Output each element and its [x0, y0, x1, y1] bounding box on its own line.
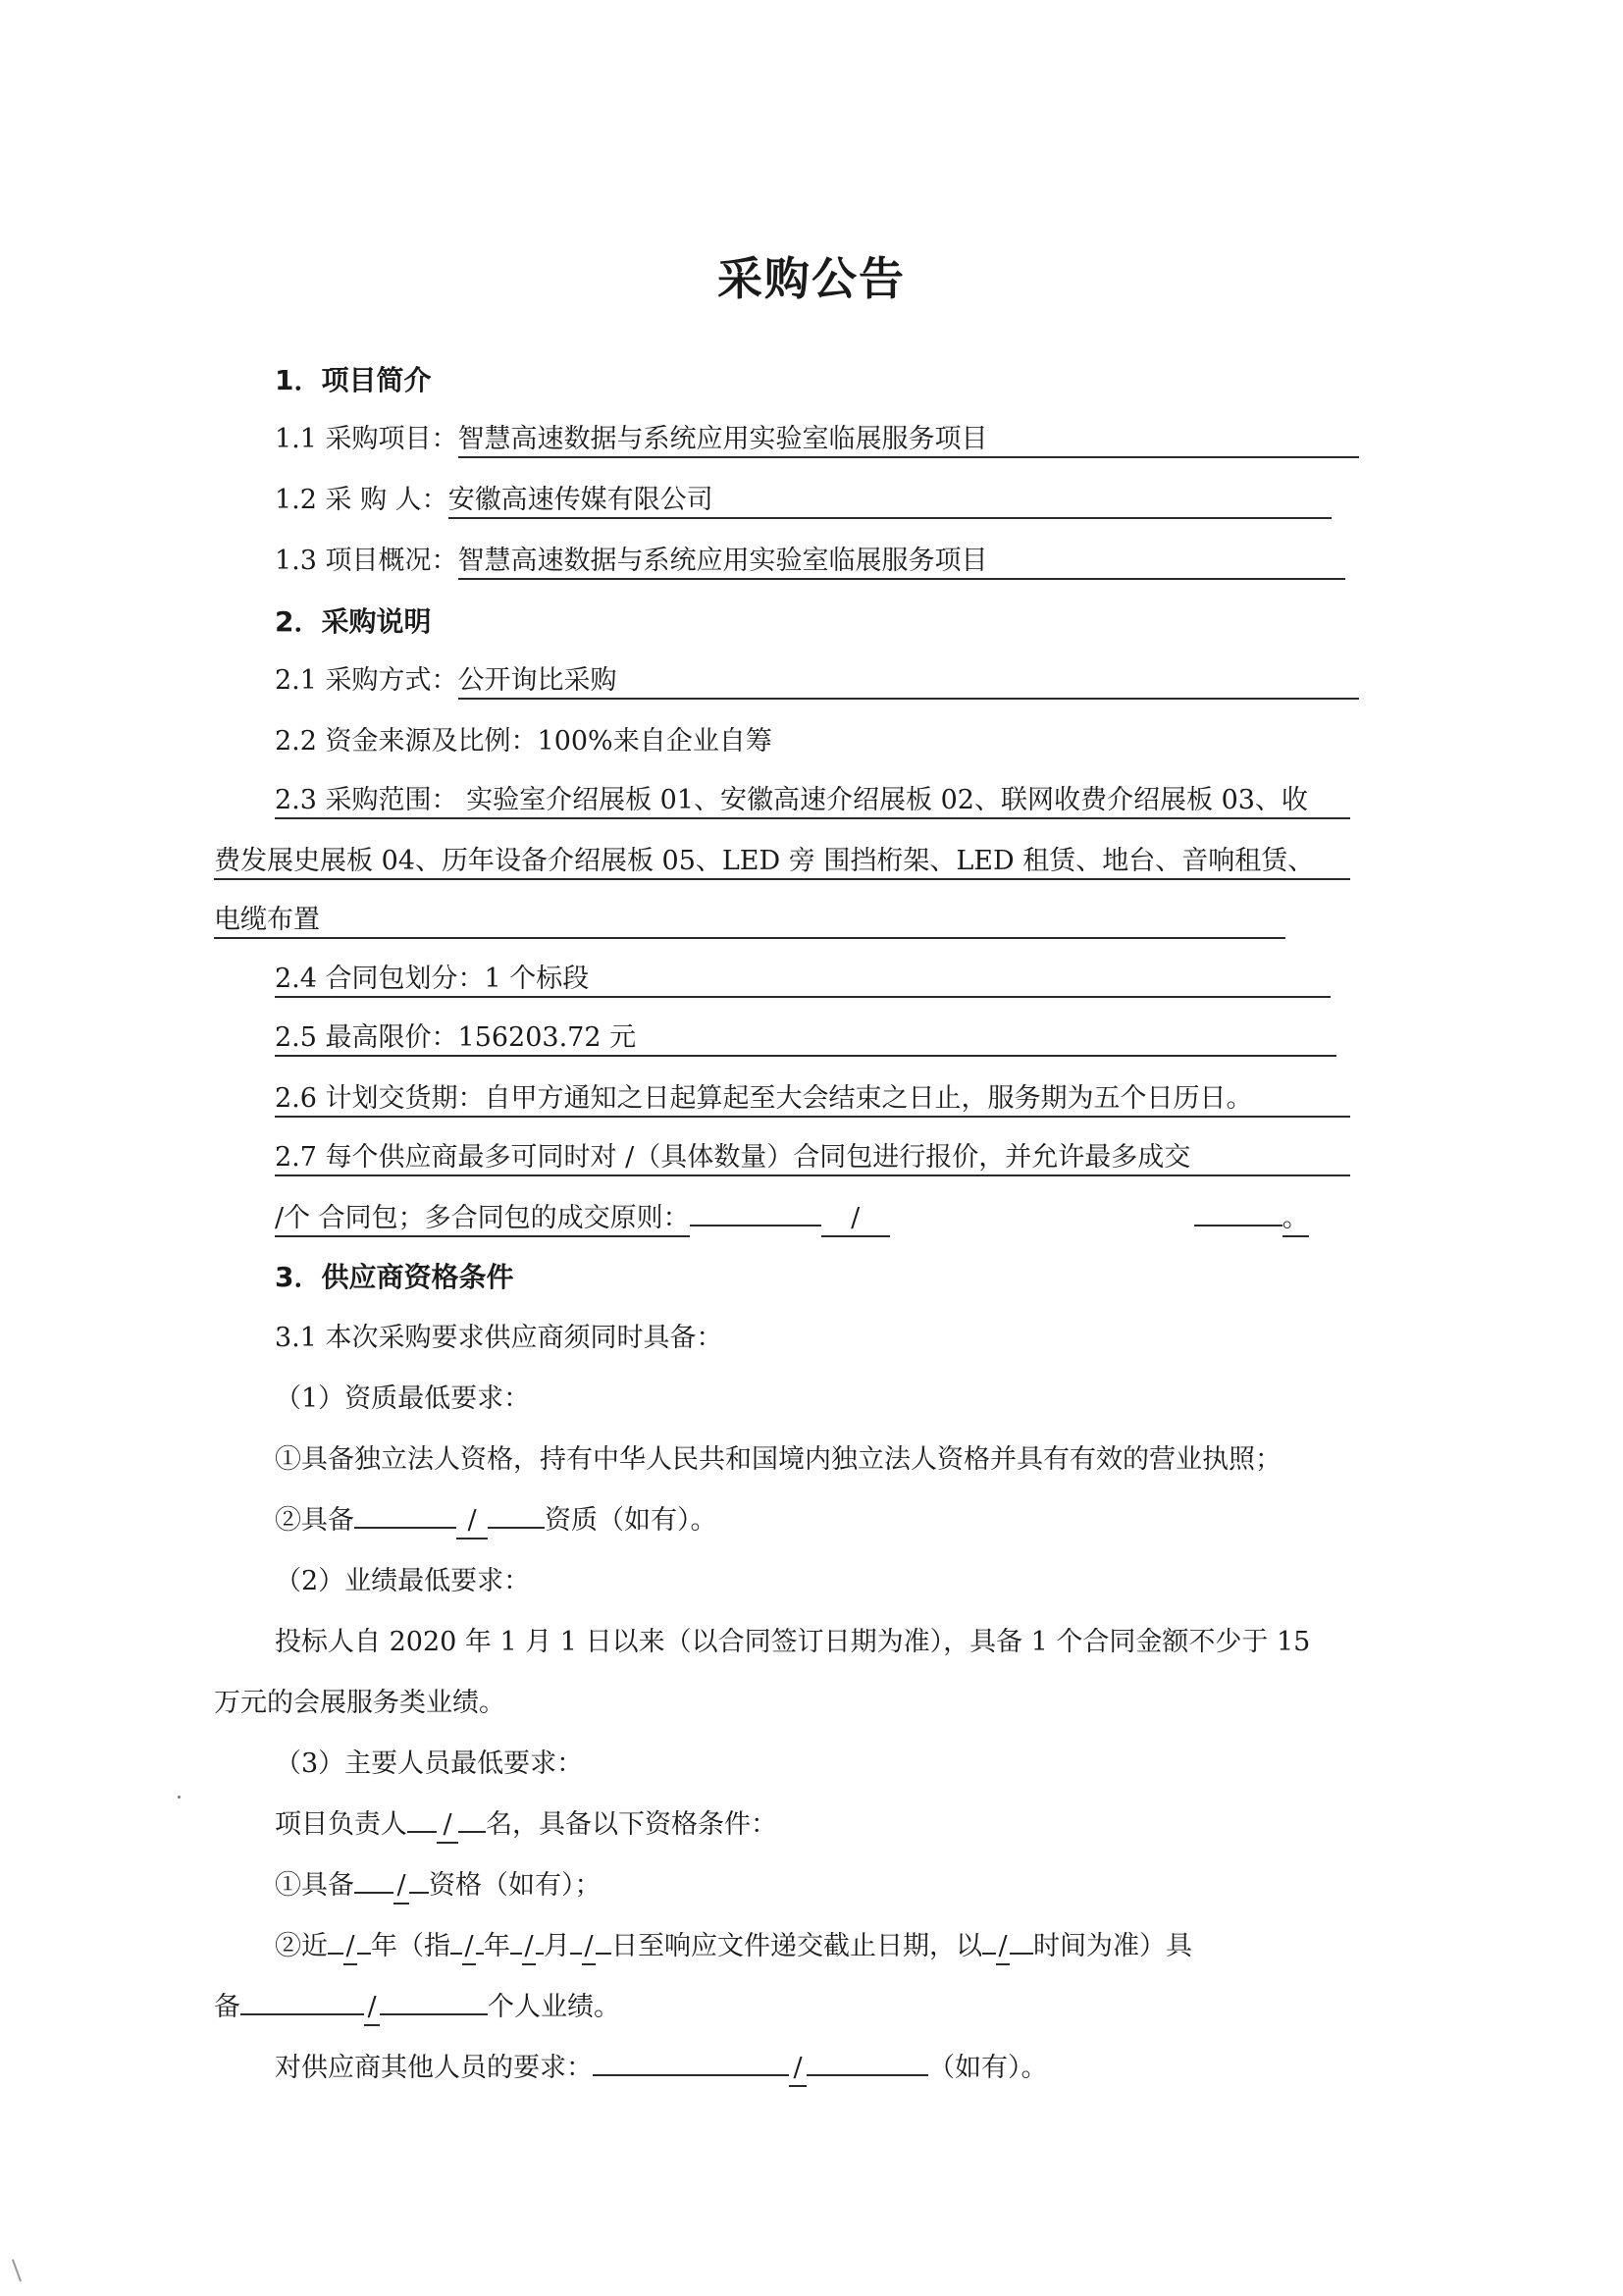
row-2-2: 2.2 资金来源及比例：100%来自企业自筹: [275, 726, 772, 757]
section-3-heading: 3．供应商资格条件: [275, 1261, 514, 1293]
requirement-3-e-blank-a: [593, 2074, 789, 2076]
requirement-3-a-slash: /: [437, 1808, 458, 1844]
section-2-heading: 2．采购说明: [275, 605, 432, 638]
requirement-3-a-pre: 项目负责人: [275, 1809, 407, 1840]
requirement-3-d-pre: 备: [214, 1992, 240, 2022]
row-2-7-text: /个 合同包；多合同包的成交原则：: [275, 1202, 690, 1237]
requirement-3-c-text-2: 年（指: [371, 1931, 450, 1961]
row-1-2-value: 安徽高速传媒有限公司: [448, 484, 1332, 519]
requirement-3-b-pre: ①具备: [275, 1870, 354, 1901]
requirement-3-b-blank-a: [354, 1892, 393, 1894]
scan-speck: [178, 1796, 181, 1799]
row-2-7-line-2: [275, 1199, 1309, 1238]
requirement-1-heading: （1）资质最低要求：: [275, 1383, 531, 1414]
row-2-1-label: 2.1 采购方式：: [275, 665, 458, 696]
requirement-3-b-slash: /: [393, 1869, 409, 1905]
requirement-2-line-2: 万元的会展服务类业绩。: [214, 1688, 505, 1718]
row-1-1: [275, 420, 1359, 459]
requirement-3-a-blank-a: [407, 1831, 437, 1833]
requirement-3-c-slash-3: /: [522, 1930, 536, 1965]
scan-edge-mark: [12, 2259, 22, 2281]
requirement-3-d-slash: /: [364, 1991, 380, 2026]
requirement-3-d: [214, 1988, 620, 2027]
section-1-heading: 1．项目简介: [275, 364, 432, 396]
requirement-3-b-blank-b: [409, 1892, 429, 1894]
row-1-1-value: 智慧高速数据与系统应用实验室临展服务项目: [458, 423, 1359, 458]
requirement-3-a-blank-b: [458, 1831, 486, 1833]
requirement-3-c-text-6: 时间为准）具: [1033, 1931, 1192, 1961]
row-1-1-label: 1.1 采购项目：: [275, 424, 458, 454]
row-2-1-value: 公开询比采购: [458, 664, 1359, 700]
row-1-2-label: 1.2 采 购 人：: [275, 485, 448, 515]
row-2-7-line-1: 2.7 每个供应商最多可同时对 /（具体数量）合同包进行报价，并允许最多成交: [275, 1141, 1350, 1176]
row-2-7-blank-slash: /: [821, 1202, 890, 1237]
row-2-7-blank-a: [690, 1225, 821, 1226]
requirement-3-heading: （3）主要人员最低要求：: [275, 1748, 584, 1779]
page-title: 采购公告: [717, 252, 906, 305]
requirement-1-b-post: 资质（如有）。: [545, 1505, 717, 1536]
requirement-3-e: [275, 2049, 1048, 2088]
row-2-7-end: 。: [1283, 1202, 1309, 1237]
requirement-3-d-blank-b: [380, 2013, 488, 2015]
row-2-4: 2.4 合同包划分：1 个标段: [275, 963, 1331, 998]
requirement-3-e-slash: /: [789, 2052, 807, 2087]
requirement-3-c-slash-2: /: [462, 1930, 476, 1965]
requirement-3-a-post: 名，具备以下资格条件：: [486, 1809, 777, 1840]
row-1-3-label: 1.3 项目概况：: [275, 546, 458, 576]
row-2-3-line-2: 费发展史展板 04、历年设备介绍展板 05、LED 旁 围挡桁架、LED 租赁、地台、音响租赁、: [214, 845, 1350, 880]
requirement-3-b: [275, 1866, 602, 1905]
requirement-3-c-text-3: 年: [484, 1931, 510, 1961]
row-2-5: 2.5 最高限价：156203.72 元: [275, 1021, 1336, 1057]
requirement-3-e-post: （如有）。: [928, 2053, 1048, 2083]
requirement-3-c-slash-1: /: [343, 1930, 357, 1965]
requirement-1-b-pre: ②具备: [275, 1505, 354, 1536]
requirement-1-b-blank-b: [488, 1527, 545, 1529]
row-2-7-blank-b: [1194, 1225, 1283, 1226]
row-1-3-value: 智慧高速数据与系统应用实验室临展服务项目: [458, 545, 1345, 580]
row-1-2: [275, 481, 1332, 520]
row-2-1: [275, 661, 1359, 701]
row-2-3-line-3: 电缆布置: [214, 904, 1285, 939]
requirement-3-c-slash-4: /: [582, 1930, 596, 1965]
row-2-6: 2.6 计划交货期：自甲方通知之日起算起至大会结束之日止，服务期为五个日历日。: [275, 1082, 1350, 1118]
requirement-3-c: [275, 1927, 1192, 1966]
row-2-7-gap: [890, 1225, 1194, 1226]
requirement-3-c-text-4: 月: [544, 1931, 570, 1961]
requirement-1-b-blank-a: [354, 1527, 456, 1529]
requirement-3-b-post: 资格（如有）；: [429, 1870, 602, 1901]
requirement-3-c-slash-5: /: [996, 1930, 1010, 1965]
row-3-1: 3.1 本次采购要求供应商须同时具备：: [275, 1323, 723, 1353]
requirement-3-c-text-5: 日至响应文件递交截止日期，以: [611, 1931, 982, 1961]
requirement-3-c-text-1: ②近: [275, 1931, 328, 1961]
requirement-3-d-post: 个人业绩。: [488, 1992, 620, 2022]
row-1-3: [275, 542, 1345, 581]
requirement-1-b: [275, 1501, 717, 1540]
requirement-2-line-1: 投标人自 2020 年 1 月 1 日以来（以合同签订日期为准），具备 1 个合同金额不少于 15: [275, 1627, 1311, 1657]
row-2-3-line-1: 2.3 采购范围： 实验室介绍展板 01、安徽高速介绍展板 02、联网收费介绍展板 03、收: [275, 784, 1350, 819]
requirement-3-e-pre: 对供应商其他人员的要求：: [275, 2053, 593, 2083]
requirement-3-e-blank-b: [807, 2074, 928, 2076]
requirement-2-heading: （2）业绩最低要求：: [275, 1566, 531, 1596]
requirement-3-d-blank-a: [240, 2013, 364, 2015]
requirement-1-a: ①具备独立法人资格，持有中华人民共和国境内独立法人资格并具有有效的营业执照；: [275, 1444, 1282, 1475]
requirement-3-a: [275, 1805, 777, 1845]
requirement-1-b-slash: /: [456, 1504, 488, 1539]
